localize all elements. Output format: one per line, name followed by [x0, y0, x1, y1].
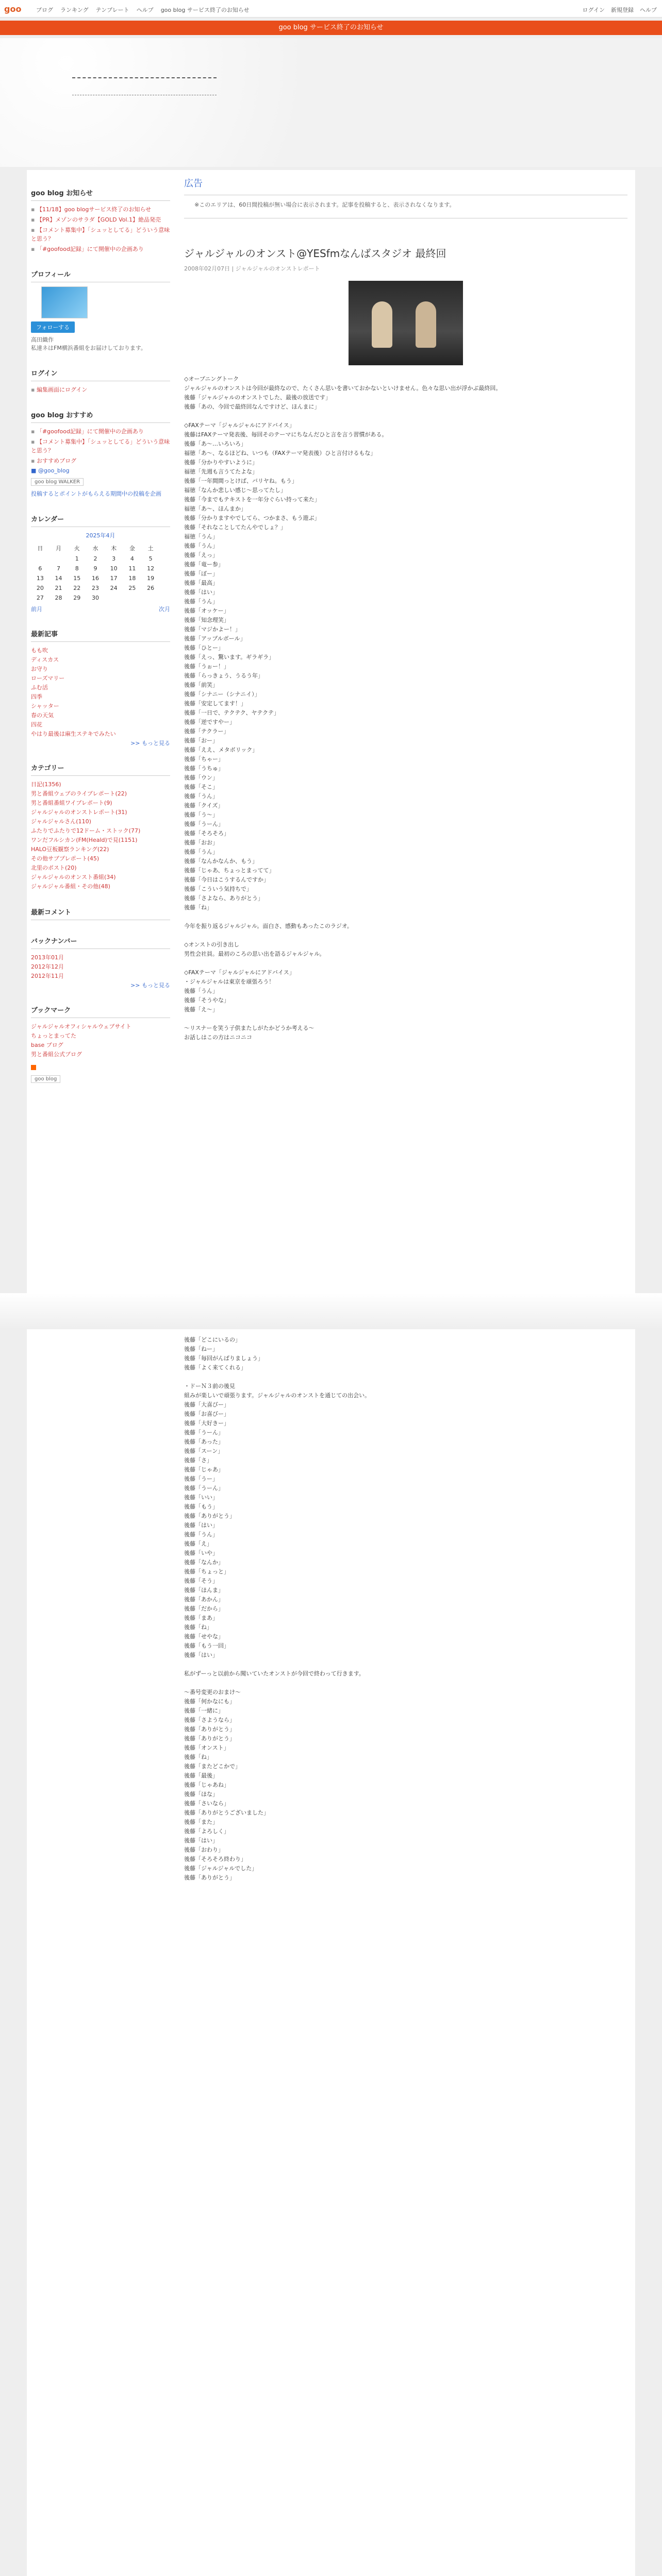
body-line: 後藤「ね」 [184, 904, 212, 911]
page-fade [0, 1293, 662, 1329]
body-line: 後藤「ちょっと」 [184, 1568, 229, 1575]
body-line: 後藤「なんかなんか、もう」 [184, 858, 258, 865]
cal-day [105, 593, 123, 603]
body-line: 後藤「いい」 [184, 1494, 218, 1501]
cal-head: 金 [129, 545, 135, 552]
body-line: 後藤「そこ」 [184, 784, 218, 790]
category-item[interactable]: ふたりでふたりで12ドーム・ストック(77) [31, 827, 141, 834]
cal-day: 28 [55, 595, 62, 601]
cal-day: 10 [110, 565, 118, 572]
paragraph-gap [184, 1372, 627, 1382]
cal-day [123, 593, 142, 603]
page-wrapper-continued [27, 1329, 635, 2576]
twitter-icon: ■ [31, 467, 38, 474]
category-item[interactable]: ジャルジャルのオンスト番組(34) [31, 874, 116, 880]
paragraph-gap [184, 1014, 627, 1024]
header-subtitle-decoration [72, 95, 217, 96]
body-line: 後藤「らっきょう、うるう年」 [184, 672, 263, 679]
bookmark-block [31, 1003, 170, 1083]
body-line: 後藤「うん」 [184, 1531, 218, 1538]
body-line: 後藤「知念理笑」 [184, 617, 229, 623]
cal-day: 19 [147, 575, 155, 582]
cal-day: 20 [36, 585, 44, 591]
goo-logo[interactable]: goo [4, 4, 22, 14]
edit-login-link[interactable]: ▪ 編集画面にログイン [31, 385, 170, 394]
body-line: 後藤「いや」 [184, 1550, 218, 1556]
body-line: 後藤「はい」 [184, 589, 218, 596]
body-line: ・ドーＮ３前の後見 [184, 1383, 235, 1389]
body-line: 後藤「竜ー参」 [184, 561, 224, 568]
comment-heading: 最新コメント [31, 905, 170, 920]
body-line: 後藤「ありがとう」 [184, 1874, 235, 1881]
login-link[interactable]: ログイン [582, 7, 605, 13]
body-line: 後藤「どこにいるの」 [184, 1336, 241, 1343]
entry-body-continued [184, 1335, 627, 1883]
category-item[interactable]: 北里のポスト(20) [31, 865, 77, 871]
backnumber-item[interactable]: 2013年01月 [31, 954, 64, 961]
body-line: 後藤「はい」 [184, 1522, 218, 1529]
body-line: 後藤「毎回がんばりましょう」 [184, 1355, 263, 1362]
body-line: 後藤「分かりやすいように」 [184, 459, 258, 466]
bookmark-item[interactable]: ジャルジャルオフィシャルウェブサイト [31, 1023, 131, 1030]
ad-notice: ※このエリアは、60日間投稿が無い場合に表示されます。記事を投稿すると、表示されなくなります。 [184, 195, 627, 218]
profile-name: 高田織作 [31, 336, 54, 343]
blog-header [0, 38, 662, 167]
recent-item[interactable]: ローズマリー [31, 675, 65, 682]
body-line: 後藤「もう」 [184, 1503, 218, 1510]
body-line: 後藤「う〜」 [184, 811, 218, 818]
cal-day [49, 554, 68, 564]
body-line: 後藤「またどこかで」 [184, 1763, 241, 1770]
recommend-item[interactable]: ▪ 【コメント募集中】「シュッとしてる」どういう意味と思う？ [31, 437, 170, 455]
help-link[interactable]: ヘルプ [640, 7, 657, 13]
entry-title[interactable]: ジャルジャルのオンスト@YESfmなんばスタジオ 最終回 [184, 247, 446, 260]
category-list [31, 780, 170, 891]
body-line: 後藤「あかん」 [184, 1596, 224, 1603]
body-line: 後藤「あった」 [184, 1438, 224, 1445]
nav-link-template[interactable]: テンプレート [95, 7, 129, 13]
nav-link-blog[interactable]: ブログ [36, 7, 53, 13]
cal-day [141, 593, 160, 603]
calendar-month: 2025年4月 [86, 532, 115, 539]
body-line: 後藤「なんか」 [184, 1559, 224, 1566]
body-line: 後藤「うー」 [184, 1476, 218, 1482]
category-item[interactable]: ジャルジャル番組・その他(48) [31, 883, 110, 890]
cal-day: 22 [73, 585, 81, 591]
recent-item[interactable]: 春の天気 [31, 712, 54, 719]
calendar-nav [31, 605, 170, 613]
backnumber-block [31, 934, 170, 989]
body-line: 後藤「もう一回」 [184, 1642, 229, 1649]
cal-head: 月 [56, 545, 62, 552]
category-item[interactable]: ワンだフルシカン(FM(Heald)で見(1151) [31, 837, 138, 843]
body-line: 福徳「先週も言うてたよな」 [184, 468, 258, 475]
category-item[interactable]: その他サブプレポート(45) [31, 855, 100, 862]
paragraph-gap [184, 931, 627, 940]
body-line: 後藤「一緒に」 [184, 1707, 224, 1714]
body-line: 後藤「さいなら」 [184, 1800, 229, 1807]
body-line: 後藤「テクラー」 [184, 728, 229, 735]
body-line: 後藤「せやな」 [184, 1633, 224, 1640]
footer-goo-badge[interactable]: goo blog [31, 1075, 60, 1083]
recommend-item[interactable]: ▪ 「#goofood記録」にて開催中の企画あり [31, 427, 170, 436]
bookmark-heading: ブックマーク [31, 1003, 170, 1018]
news-heading: goo blog お知らせ [31, 185, 170, 201]
body-line: 後藤「クイズ」 [184, 802, 224, 809]
header-title-decoration [72, 77, 217, 78]
walker-note[interactable]: 投稿するとポイントがもらえる期間中の投稿を企画 [31, 490, 161, 497]
cal-day: 23 [91, 585, 99, 591]
body-line: 後藤「じゃあね」 [184, 1782, 229, 1788]
body-line: 後藤「ぼー」 [184, 570, 218, 577]
news-item[interactable]: ▪ 「#goofood記録」にて開催中の企画あり [31, 245, 170, 253]
login-heading: ログイン [31, 366, 170, 381]
profile-heading: プロフィール [31, 267, 170, 282]
rss-row [31, 1064, 170, 1072]
entry-photo[interactable] [349, 281, 463, 365]
body-line: 後藤「あ〜…いろいろ」 [184, 440, 246, 447]
body-line: 後藤「そうやな」 [184, 997, 229, 1004]
news-item[interactable]: ▪ 【PR】メゾンのサラダ【GOLD Vol.1】絶品発売 [31, 215, 170, 224]
recent-list [31, 646, 170, 739]
cal-day: 9 [93, 565, 97, 572]
recommend-list [31, 427, 170, 465]
body-line: 後藤「最高」 [184, 580, 218, 586]
cal-day: 7 [57, 565, 61, 572]
body-line: お話しはこの方はニコニコ [184, 1034, 252, 1041]
nav-link-ranking[interactable]: ランキング [60, 7, 89, 13]
body-line: 後藤「ウン」 [184, 774, 218, 781]
body-line: 後藤「今までもテキストを一年分ぐらい持って来た」 [184, 496, 320, 503]
cal-head: 火 [74, 545, 80, 552]
cal-head: 日 [37, 545, 43, 552]
paragraph-gap [184, 912, 627, 922]
rss-icon[interactable] [31, 1065, 36, 1070]
body-line: 後藤「さようなら」 [184, 1717, 235, 1723]
cal-day: 6 [38, 565, 42, 572]
body-line: 後藤「オッケー」 [184, 607, 229, 614]
body-line: 後藤「えっ」 [184, 552, 218, 558]
news-item[interactable]: ▪ 【コメント募集中】「シュッとしてる」どういう意味と思う？ [31, 226, 170, 243]
comment-block [31, 905, 170, 920]
body-line: 後藤「ありがとう」 [184, 1726, 235, 1733]
body-line: 後藤「おお」 [184, 839, 218, 846]
body-line: 後藤「今日はこうするんですか」 [184, 876, 269, 883]
global-nav-links [36, 6, 250, 14]
cal-head: 木 [111, 545, 117, 552]
category-heading: カテゴリー [31, 760, 170, 776]
body-line: 後藤「だから」 [184, 1605, 224, 1612]
paragraph-gap [184, 1679, 627, 1688]
cal-day: 15 [73, 575, 81, 582]
body-line: 私がずーっと以前から聞いていたオンストが今回で終わって行きます。 [184, 1670, 365, 1677]
cal-day: 26 [147, 585, 155, 591]
body-line: 福徳「あ〜、ほんまか」 [184, 505, 246, 512]
body-line: 後藤「うちゅ」 [184, 765, 224, 772]
body-line: 後藤「ひとー」 [184, 645, 224, 651]
main-content-continued [184, 1335, 627, 1883]
body-line: 後藤「ね」 [184, 1624, 212, 1631]
cal-day: 25 [128, 585, 136, 591]
cal-day: 1 [75, 555, 79, 562]
backnumber-item[interactable]: 2012年11月 [31, 973, 64, 979]
body-line: 後藤「そろそろ」 [184, 830, 229, 837]
body-line: 後藤「うん」 [184, 988, 218, 994]
twitter-handle: @goo_blog [38, 467, 70, 474]
global-nav [0, 0, 662, 18]
news-item[interactable]: ▪ 【11/18】goo blogサービス終了のお知らせ [31, 205, 170, 214]
cal-day [31, 554, 49, 564]
paragraph-gap [184, 1660, 627, 1669]
body-line: 後藤「オンスト」 [184, 1744, 229, 1751]
body-line: 後藤「じゃあ」 [184, 1466, 224, 1473]
body-line: 後藤「ジャルジャルのオンストでした、最後の放送です」 [184, 394, 331, 401]
body-line: 後藤「こういう気持ちで」 [184, 886, 252, 892]
nav-link-notice[interactable]: goo blog サービス終了のお知らせ [160, 7, 250, 13]
body-line: 福徳「なんか悲しい感じ〜思ってたし」 [184, 487, 286, 494]
cal-day: 30 [91, 595, 99, 601]
cal-day: 3 [112, 555, 116, 562]
login-list [31, 385, 170, 394]
body-line: 〜番号変更のおまけ〜 [184, 1689, 241, 1696]
twitter-link[interactable] [31, 467, 170, 475]
cal-day: 24 [110, 585, 118, 591]
body-line: 後藤「ありがとう」 [184, 1513, 235, 1519]
cal-day: 16 [91, 575, 99, 582]
body-line: 後藤「最後」 [184, 1772, 218, 1779]
bookmark-list [31, 1022, 170, 1059]
body-line: 後藤「前笑」 [184, 682, 218, 688]
recent-item[interactable]: 四季 [31, 693, 42, 700]
body-line: 後藤「一日で、テクテク、ヤテクテ」 [184, 709, 280, 716]
body-line: 後藤「あの、今回で最終回なんですけど、ほんまに」 [184, 403, 320, 410]
paragraph-gap [184, 412, 627, 421]
body-line: 後藤「うーん」 [184, 821, 224, 827]
service-notice-bar[interactable]: goo blog サービス終了のお知らせ [0, 21, 662, 35]
backnumber-list [31, 953, 170, 981]
body-line: 後藤「大好きー」 [184, 1420, 229, 1427]
body-line: 後藤「スーン」 [184, 1448, 224, 1454]
calendar-heading: カレンダー [31, 512, 170, 527]
cal-day: 12 [147, 565, 155, 572]
bookmark-item[interactable]: ちょっとまってた [31, 1032, 76, 1039]
body-line: 後藤「よく来てくれる」 [184, 1364, 246, 1371]
walker-badge[interactable]: goo blog WALKER [31, 478, 84, 486]
body-line: 後藤「ほな」 [184, 1791, 218, 1798]
body-line: 後藤「それなことしてたんやでしょ？」 [184, 524, 286, 531]
recent-item[interactable]: 四花 [31, 721, 42, 728]
ad-label: 広告 [184, 178, 203, 189]
recommend-block [31, 408, 170, 498]
body-line: 後藤「大喜びー」 [184, 1401, 229, 1408]
cal-day: 18 [128, 575, 136, 582]
body-line: 後藤「おー」 [184, 737, 218, 744]
global-nav-right [583, 6, 657, 14]
body-line: 男性会社員。最初のころの思い出を語るジャルジャル。 [184, 951, 325, 957]
body-line: 後藤「そろそろ終わり」 [184, 1856, 246, 1862]
backnumber-heading: バックナンバー [31, 934, 170, 949]
body-line: 後藤「え〜」 [184, 1006, 218, 1013]
body-line: 後藤「うん」 [184, 793, 218, 800]
body-line: 後藤「ありがとう」 [184, 1735, 235, 1742]
category-item[interactable]: HALO豆板観察ランキング(22) [31, 846, 109, 853]
body-line: 後藤「うーん」 [184, 1485, 224, 1492]
entry-body [184, 375, 627, 1042]
body-line: ◇オープニングトーク [184, 376, 239, 382]
body-line: 後藤「ジャルジャルでした」 [184, 1865, 258, 1872]
login-block [31, 366, 170, 394]
body-line: 後藤「ありがとうございました」 [184, 1809, 269, 1816]
cal-day: 17 [110, 575, 118, 582]
body-line: 後藤「え」 [184, 1540, 212, 1547]
register-link[interactable]: 新規登録 [611, 7, 634, 13]
body-line: 後藤「うん」 [184, 598, 218, 605]
body-line: 後藤「ほんま」 [184, 1587, 224, 1594]
recent-more-link[interactable]: >> もっと見る [130, 740, 170, 747]
recent-item[interactable]: もも吹 [31, 647, 48, 654]
calendar-table [31, 543, 160, 603]
body-line: ・ジャルジャルは東京を頑張ろう！ [184, 978, 275, 985]
body-line: 後藤「ちゃー」 [184, 756, 224, 762]
body-line: 後藤「ね」 [184, 1754, 212, 1760]
cal-day: 5 [148, 555, 153, 562]
recommend-heading: goo blog おすすめ [31, 408, 170, 423]
cal-day: 27 [36, 595, 44, 601]
body-line: 後藤「何かなにも」 [184, 1698, 235, 1705]
body-line: 後藤「うぉー！」 [184, 663, 229, 670]
body-line: 後藤「また」 [184, 1819, 218, 1825]
body-line: 後藤「さよなら、ありがとう」 [184, 895, 263, 902]
bookmark-item[interactable]: base ブログ [31, 1042, 63, 1048]
body-line: 後藤「逆ですやー」 [184, 719, 235, 725]
body-line: ◇オンストの引き出し [184, 941, 240, 948]
body-line: 福徳「うん」 [184, 533, 218, 540]
body-line: 後藤「そう」 [184, 1578, 218, 1584]
body-line: 後藤「えっ、驚います。ギラギラ」 [184, 654, 275, 660]
calendar-block [31, 512, 170, 613]
profile-description: 私達ネはFM横浜番組をお届けしております。 [31, 345, 146, 351]
recent-item[interactable]: ふむ活 [31, 684, 48, 691]
cal-head: 水 [92, 545, 98, 552]
body-line: 後藤「うん」 [184, 543, 218, 549]
body-line: ◇FAXテーマ「ジャルジャルにアドバイス」 [184, 969, 295, 976]
recent-block [31, 626, 170, 747]
cal-day: 4 [130, 555, 134, 562]
body-line: 後藤「うーん」 [184, 1429, 224, 1436]
cal-next-link[interactable]: 次月 [159, 606, 170, 613]
cal-day: 21 [55, 585, 62, 591]
body-line: 後藤「ええ、メタボリック」 [184, 747, 258, 753]
cal-prev-link[interactable]: 前月 [31, 606, 42, 613]
category-item[interactable]: 日記(1356) [31, 781, 61, 788]
cal-day: 29 [73, 595, 81, 601]
body-line: 後藤「一年間間っとけば、バリヤね。もう」 [184, 478, 297, 484]
recent-heading: 最新記事 [31, 626, 170, 642]
cal-day: 8 [75, 565, 79, 572]
body-line: 後藤はFAXテーマ発表後、毎回そのテーマにちなんだひと言を言う習慣がある。 [184, 431, 388, 438]
body-line: 後藤「安定してます！」 [184, 700, 246, 707]
profile-image[interactable] [41, 286, 88, 318]
body-line: 後藤「さ」 [184, 1457, 212, 1464]
paragraph-gap [184, 959, 627, 968]
body-line: 福徳「あ〜、なるほどね、いつも（FAXテーマ発表後）ひと言付けるもな」 [184, 450, 376, 456]
body-line: 後藤「おわり」 [184, 1846, 224, 1853]
follow-button[interactable]: フォローする [31, 321, 75, 333]
main-content [184, 170, 627, 1042]
cal-day: 2 [93, 555, 97, 562]
backnumber-more-link[interactable]: >> もっと見る [130, 982, 170, 989]
body-line: 後藤「お喜びー」 [184, 1411, 229, 1417]
recent-item[interactable]: ディスカス [31, 656, 59, 663]
bookmark-item[interactable]: 男と番組公式ブログ [31, 1051, 82, 1058]
sidebar [31, 170, 170, 1096]
cal-day: 14 [55, 575, 62, 582]
profile-block [31, 267, 170, 352]
body-line: ジャルジャルのオンストは今回が最終なので、たくさん思いを書いておかないといけません。色々な思い出が浮かぶ最終回。 [184, 385, 502, 392]
body-line: 組みが楽しいで頑張ります。ジャルジャルのオンストを通じての出会い。 [184, 1392, 371, 1399]
body-line: 今年を振り返るジャルジャル。面白さ、感動もあったこのラジオ。 [184, 923, 353, 929]
body-line: 後藤「まあ」 [184, 1615, 218, 1621]
recent-item[interactable]: お守り [31, 666, 48, 672]
body-line: 後藤「はい」 [184, 1837, 218, 1844]
backnumber-item[interactable]: 2012年12月 [31, 963, 64, 970]
news-block [31, 185, 170, 253]
cal-day: 13 [36, 575, 44, 582]
nav-link-help[interactable]: ヘルプ [136, 7, 154, 13]
category-item[interactable]: ジャルジャルのオンストレポート(31) [31, 809, 127, 816]
category-block [31, 760, 170, 891]
recent-item[interactable]: シャッター [31, 703, 59, 709]
body-line: 後藤「アップルボール」 [184, 635, 246, 642]
cal-day: 11 [128, 565, 136, 572]
body-line: ◇FAXテーマ「ジャルジャルにアドバイス」 [184, 422, 295, 429]
category-item[interactable]: 男と番組番組ワイプレポート(9) [31, 800, 112, 806]
recommend-item[interactable]: ▪ おすすめブログ [31, 456, 170, 465]
body-line: 後藤「うん」 [184, 849, 218, 855]
cal-head: 土 [147, 545, 154, 552]
body-line: 後藤「よろしく」 [184, 1828, 229, 1835]
body-line: 〜リスナーを笑う子供またしがたかどうか考える〜 [184, 1025, 315, 1031]
body-line: 後藤「マジかよー！」 [184, 626, 241, 633]
body-line: 後藤「じゃあ、ちょっとまってて」 [184, 867, 275, 874]
body-line: 後藤「ねー」 [184, 1346, 218, 1352]
category-item[interactable]: ジャルジャルさん(110) [31, 818, 91, 825]
body-line: 後藤「はい」 [184, 1652, 218, 1658]
news-list [31, 205, 170, 253]
body-line: 後藤「シナニー（シナニイ）」 [184, 691, 260, 698]
page-wrapper [27, 170, 635, 1293]
body-line: 後藤「分かりますやでしてら、つかまさ、もう遊ぶ」 [184, 515, 320, 521]
recent-item[interactable]: やはり最後は麻生ステキでみたい [31, 731, 116, 737]
entry-meta: 2008年02月07日 | ジャルジャルのオンストレポート [184, 265, 320, 272]
category-item[interactable]: 男と番組ウェブのライブレポート(22) [31, 790, 127, 797]
